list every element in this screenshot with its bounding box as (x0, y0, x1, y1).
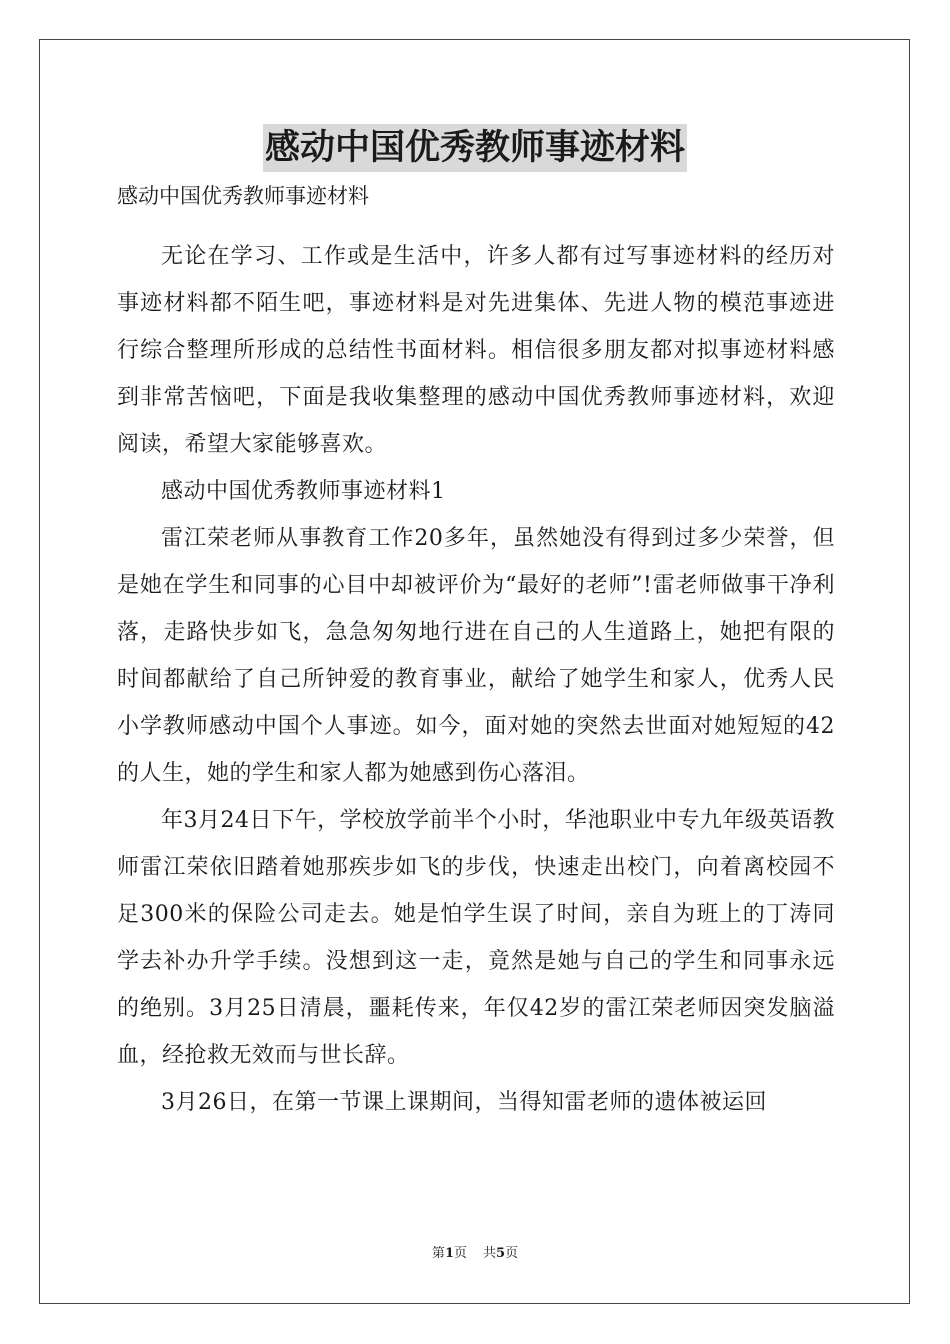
intro-paragraph: 无论在学习、工作或是生活中，许多人都有过写事迹材料的经历对事迹材料都不陌生吧，事迹材料是对先进集体、先进人物的模范事迹进行综合整理所形成的总结性书面材料。相信很多朋友都对拟事迹材料感到非常苦恼吧，下面是我收集整理的感动中国优秀教师事迹材料，欢迎阅读，希望大家能够喜欢。 (117, 244, 835, 457)
document-title-text: 感动中国优秀教师事迹材料 (263, 124, 687, 172)
body-paragraph: 雷江荣老师从事教育工作20多年，虽然她没有得到过多少荣誉，但是她在学生和同事的心目中却被评价为“最好的老师”!雷老师做事干净利落，走路快步如飞，急急匆匆地行进在自己的人生道路上，她把有限的时间都献给了自己所钟爱的教育事业，献给了她学生和家人，优秀人民小学教师感动中国个人事迹。如今，面对她的突然去世面对她短短的42的人生，她的学生和家人都为她感到伤心落泪。 (117, 526, 835, 786)
current-page-number: 1 (444, 1246, 454, 1261)
page-footer (0, 1245, 950, 1263)
body-paragraph: 年3月24日下午，学校放学前半个小时，华池职业中专九年级英语教师雷江荣依旧踏着她那疾步如飞的步伐，快速走出校门，向着离校园不足300米的保险公司走去。她是怕学生误了时间，亲自为班上的丁涛同学去补办升学手续。没想到这一走，竟然是她与自己的学生和同事永远的绝别。3月25日清晨，噩耗传来，年仅42岁的雷江荣老师因突发脑溢血，经抢救无效而与世长辞。 (117, 808, 835, 1068)
page-label-suffix: 页 (453, 1246, 467, 1261)
total-label-prefix: 共 (483, 1246, 497, 1261)
section-heading: 感动中国优秀教师事迹材料1 (161, 479, 446, 504)
total-label-suffix: 页 (505, 1246, 519, 1261)
total-page-number: 5 (496, 1246, 506, 1261)
document-body (117, 233, 835, 1126)
document-subtitle: 感动中国优秀教师事迹材料 (117, 184, 369, 208)
body-paragraph: 3月26日，在第一节课上课期间，当得知雷老师的遗体被运回 (161, 1090, 767, 1115)
page-label-prefix: 第 (431, 1246, 445, 1261)
document-title (0, 124, 950, 172)
